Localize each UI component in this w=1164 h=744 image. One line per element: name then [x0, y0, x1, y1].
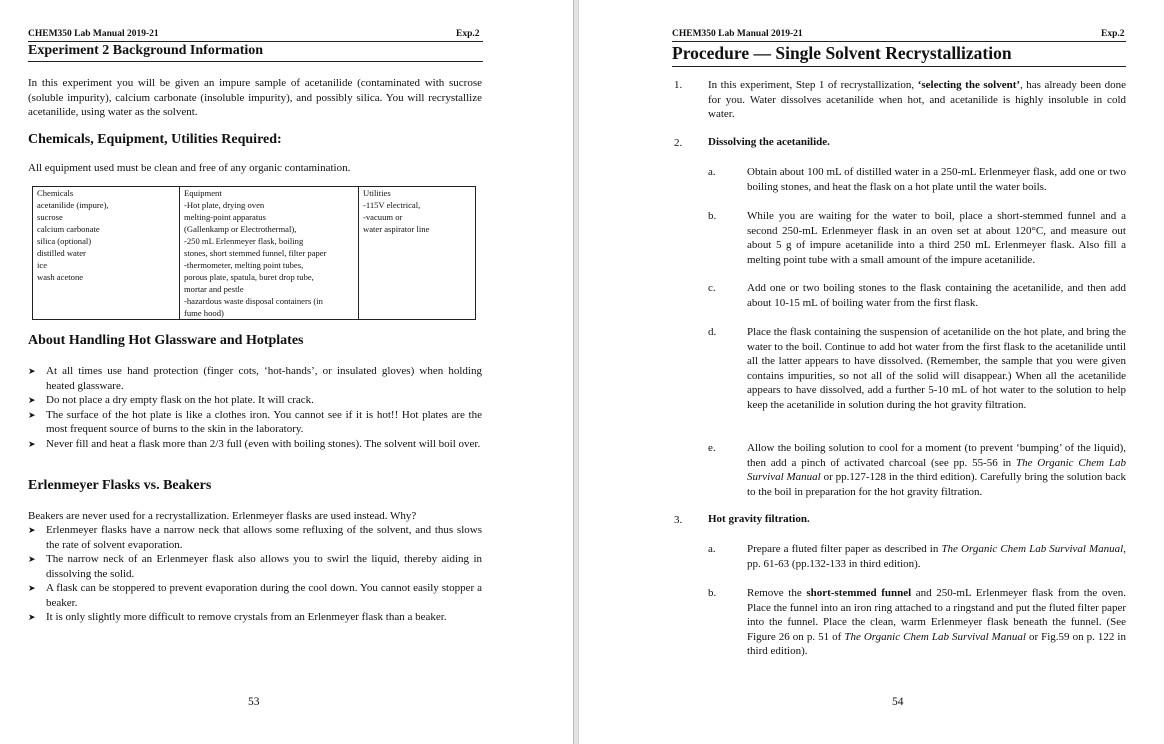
page-title: Procedure — Single Solvent Recrystallization: [672, 43, 1012, 63]
step-2a-text: Obtain about 100 mL of distilled water in a 250-mL Erlenmeyer flask, add one or two boiling stones, and heat the flask on a hot plate until the water boils.: [747, 166, 1126, 193]
substep-label: d.: [708, 326, 717, 338]
running-head: CHEM350 Lab Manual 2019-21: [672, 29, 803, 39]
list-item: [28, 364, 482, 393]
list-item-text: Never fill and heat a flask more than 2/3 full (even with boiling stones). The solvent will boil over.: [46, 437, 481, 450]
table-cell: calcium carbonate: [37, 224, 100, 234]
step-number: 2.: [674, 137, 683, 149]
intro-paragraph: In this experiment you will be given an impure sample of acetanilide (contaminated with sucrose (soluble impurity), calcium carbonate (insoluble impurity), and possibly silica. You will recrystallize acetanilide, using water as the solvent.: [28, 77, 482, 118]
list-item-text: The surface of the hot plate is like a clothes iron. You cannot see if it is hot!! Hot plates are the most frequent source of burns to the skin in the laboratory.: [46, 408, 482, 435]
table-cell: silica (optional): [37, 236, 92, 246]
step-2-heading: Dissolving the acetanilide.: [708, 136, 830, 148]
page-number: 53: [248, 696, 260, 708]
table-cell: -115V electrical,: [363, 200, 421, 210]
step-3-heading: Hot gravity filtration.: [708, 513, 810, 525]
step-2d-text: Place the flask containing the suspension of acetanilide on the hot plate, and bring the water to the boil. Continue to add hot water from the first flask to the acetanilide until all the latter appears to have dissolved. (Remember, the sample that you were given contains impurities, so not all of the solid will disappear.) When all the acetanilide appears to have dissolved, add a further 5-10 mL of hot water to the solution to help keep the acetanilide in solution during the hot gravity filtration.: [747, 326, 1126, 411]
list-item-text: At all times use hand protection (finger cots, ‘hot-hands’, or insulated gloves) when holding heated glassware.: [46, 365, 482, 392]
page-53: [0, 0, 573, 744]
section-heading-hot-glassware: About Handling Hot Glassware and Hotplates: [28, 333, 304, 348]
step-number: 1.: [674, 79, 683, 91]
page-number: 54: [892, 696, 904, 708]
flask-intro: Beakers are never used for a recrystallization. Erlenmeyer flasks are used instead. Why?: [28, 510, 417, 522]
table-cell: mortar and pestle: [184, 284, 244, 294]
table-cell: fume hood): [184, 308, 224, 318]
page-54: [579, 0, 1164, 744]
exp-label: Exp.2: [1101, 29, 1125, 39]
substep-label: c.: [708, 282, 716, 294]
list-item: [28, 523, 482, 552]
list-item: [28, 552, 482, 581]
section-heading-flasks: Erlenmeyer Flasks vs. Beakers: [28, 478, 212, 493]
arrowhead-bullet-icon: ➤: [28, 554, 36, 564]
arrowhead-bullet-icon: ➤: [28, 525, 36, 535]
table-header-utilities: Utilities: [359, 187, 476, 200]
step-2c-text: Add one or two boiling stones to the flask containing the acetanilide, and then add about 10-15 mL of boiling water from the first flask.: [747, 282, 1126, 309]
utilities-cell: [359, 199, 476, 320]
flask-list: [28, 523, 482, 625]
arrowhead-bullet-icon: ➤: [28, 612, 36, 622]
substep-label: a.: [708, 166, 716, 178]
table-header-chemicals: Chemicals: [33, 187, 180, 200]
page-title: Experiment 2 Background Information: [28, 43, 264, 58]
title-rule: [28, 61, 483, 62]
chemicals-cell: [33, 199, 180, 320]
table-header-equipment: Equipment: [180, 187, 359, 200]
arrowhead-bullet-icon: ➤: [28, 409, 36, 420]
equipment-note: All equipment used must be clean and free of any organic contamination.: [28, 162, 351, 174]
substep-label: e.: [708, 442, 716, 454]
table-cell: -250 mL Erlenmeyer flask, boiling: [184, 236, 304, 246]
equipment-cell: [180, 199, 359, 320]
hot-glassware-list: [28, 364, 482, 451]
step-3b-text: Remove the short-stemmed funnel and 250-mL Erlenmeyer flask from the oven. Place the funnel into an iron ring attached to a ringstand and put the fluted filter paper into the funnel. Place the clean, warm Erlenmeyer flask beneath the funnel. (See Figure 26 on p. 51 of The Organic Chem Lab Survival Manual or Fig.59 on p. 122 in third edition).: [747, 587, 1126, 657]
list-item-text: It is only slightly more difficult to remove crystals from an Erlenmeyer flask than a beaker.: [46, 611, 447, 623]
table-cell: (Gallenkamp or Electrothermal),: [184, 224, 297, 234]
table-cell: porous plate, spatula, buret drop tube,: [184, 272, 314, 282]
arrowhead-bullet-icon: ➤: [28, 438, 36, 449]
title-rule: [672, 66, 1126, 67]
list-item: [28, 610, 482, 625]
list-item-text: Erlenmeyer flasks have a narrow neck that allows some refluxing of the solvent, and thus slows the rate of solvent evaporation.: [46, 524, 482, 551]
arrowhead-bullet-icon: ➤: [28, 366, 36, 376]
equipment-table: [32, 186, 476, 320]
list-item: [28, 393, 482, 408]
arrowhead-bullet-icon: ➤: [28, 395, 36, 405]
list-item-text: A flask can be stoppered to prevent evaporation during the cool down. You cannot easily stopper a beaker.: [46, 582, 482, 609]
step-3a-text: Prepare a fluted filter paper as described in The Organic Chem Lab Survival Manual, pp. 61-63 (pp.132-133 in third edition).: [747, 543, 1126, 570]
list-item-text: Do not place a dry empty flask on the hot plate. It will crack.: [46, 394, 314, 406]
table-cell: water aspirator line: [363, 224, 430, 234]
step-1-text: In this experiment, Step 1 of recrystallization, ‘selecting the solvent’, has already been done for you. Water dissolves acetanilide when hot, and acetanilide is highly insoluble in cold water.: [708, 79, 1127, 120]
substep-label: a.: [708, 543, 716, 555]
table-cell: -thermometer, melting point tubes,: [184, 260, 304, 270]
substep-label: b.: [708, 210, 717, 222]
table-cell: -vacuum or: [363, 212, 403, 222]
table-cell: distilled water: [37, 248, 86, 258]
table-cell: melting-point apparatus: [184, 212, 266, 222]
table-cell: ice: [37, 260, 48, 270]
table-cell: wash acetone: [37, 272, 84, 282]
running-head: CHEM350 Lab Manual 2019-21: [28, 29, 159, 39]
header-rule: [28, 41, 483, 42]
list-item: [28, 408, 482, 437]
step-2e-text: Allow the boiling solution to cool for a moment (to prevent ‘bumping’ of the liquid), then add a pinch of activated charcoal (see pp. 55-56 in The Organic Chem Lab Survival Manual or pp.127-128 in the third edition). Carefully bring the solution back to the boil in preparation for the hot gravity filtration.: [747, 442, 1126, 498]
table-cell: acetanilide (impure),: [37, 200, 109, 210]
header-rule: [672, 41, 1126, 42]
arrowhead-bullet-icon: ➤: [28, 583, 36, 593]
substep-label: b.: [708, 587, 717, 599]
list-item-text: The narrow neck of an Erlenmeyer flask also allows you to swirl the liquid, thereby aiding in dissolving the solid.: [46, 553, 482, 580]
list-item: [28, 437, 482, 452]
table-cell: stones, short stemmed funnel, filter paper: [184, 248, 327, 258]
table-cell: -Hot plate, drying oven: [184, 200, 265, 210]
step-2b-text: While you are waiting for the water to boil, place a short-stemmed funnel and a second 250-mL Erlenmeyer flask in an oven set at about 120°C, and measure out about 5 g of impure acetanilide into a third 250 mL Erlenmeyer flask. Also fill a melting point tube with a small amount of the impure acetanilide.: [747, 210, 1126, 266]
section-heading-chemicals: Chemicals, Equipment, Utilities Required:: [28, 132, 282, 147]
list-item: [28, 581, 482, 610]
table-cell: sucrose: [37, 212, 63, 222]
exp-label: Exp.2: [456, 29, 480, 39]
step-number: 3.: [674, 514, 683, 526]
table-cell: -hazardous waste disposal containers (in: [184, 296, 323, 306]
